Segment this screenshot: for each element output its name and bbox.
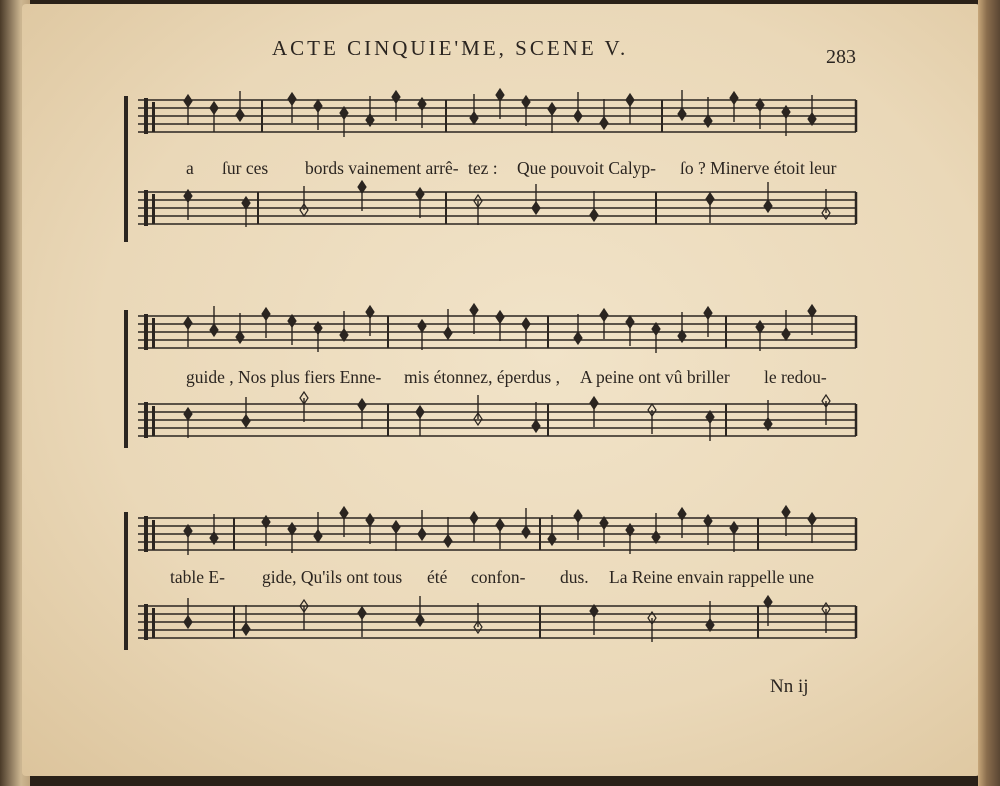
lyric-s3-4: confon-: [471, 567, 526, 587]
lyric-s1-5: Que pouvoit Calyp-: [517, 158, 657, 178]
lyric-s1-3: bords vainement arrê-: [305, 158, 459, 178]
lyric-s2-3: A peine ont vû briller: [580, 367, 730, 387]
lyric-s1-4: tez :: [468, 158, 498, 178]
lyric-s2-1: guide , Nos plus fiers Enne-: [186, 367, 382, 387]
clef-mark: [152, 194, 155, 224]
clef-mark: [144, 516, 148, 552]
lyric-s3-3: été: [427, 567, 448, 587]
running-title: ACTE CINQUIE'ME, SCENE V.: [272, 36, 629, 60]
lyric-s1-6: ſo ? Minerve étoit leur: [680, 158, 837, 178]
clef-mark: [144, 190, 148, 226]
lyric-s2-2: mis étonnez, éperdus ,: [404, 367, 560, 387]
signature-mark: Nn ij: [770, 676, 809, 697]
lyric-s3-2: gide, Qu'ils ont tous: [262, 567, 403, 587]
clef-mark: [144, 604, 148, 640]
clef-mark: [144, 314, 148, 350]
system-bracket: [124, 96, 128, 242]
clef-mark: [152, 608, 155, 638]
system-bracket: [124, 310, 128, 448]
clef-mark: [152, 520, 155, 550]
page-number: 283: [826, 46, 856, 68]
clef-mark: [152, 318, 155, 348]
lyric-s3-5: dus.: [560, 567, 589, 587]
clef-mark: [144, 98, 148, 134]
lyric-s3-6: La Reine envain rappelle une: [609, 567, 815, 587]
system-bracket: [124, 512, 128, 650]
lyric-s3-1: table E-: [170, 567, 225, 587]
clef-mark: [152, 102, 155, 132]
lyric-s1-2: ſur ces: [222, 158, 269, 178]
lyric-s1-1: a: [186, 158, 194, 178]
clef-mark: [144, 402, 148, 438]
clef-mark: [152, 406, 155, 436]
lyric-s2-4: le redou-: [764, 367, 827, 387]
